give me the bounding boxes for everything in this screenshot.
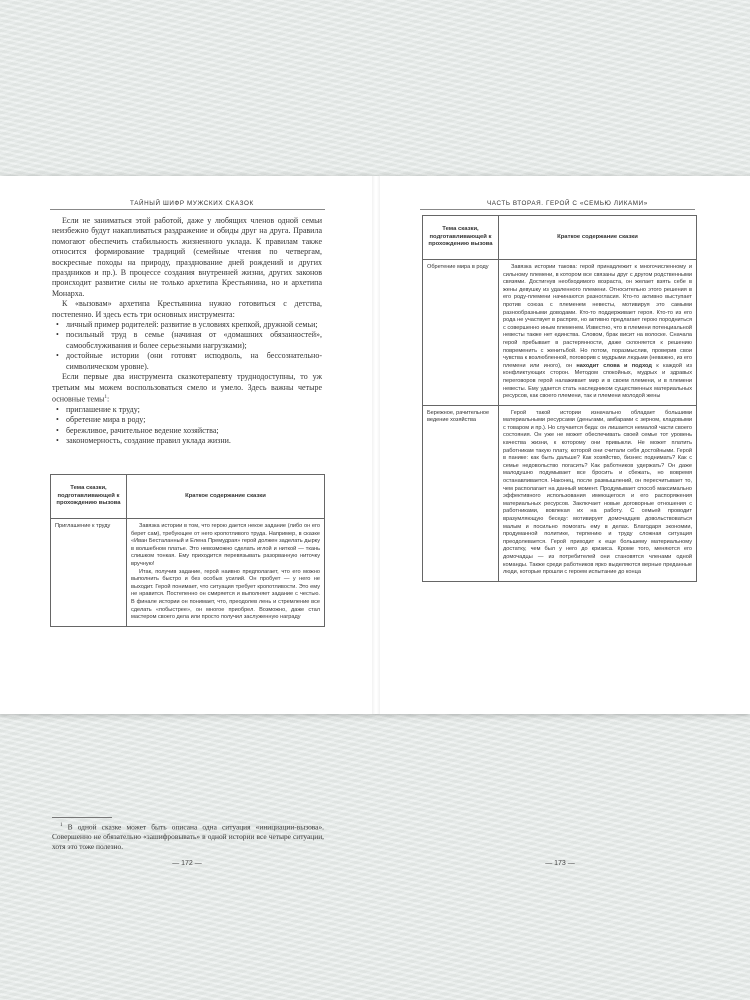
table-header-summary: Краткое содержание сказки [499,216,697,260]
paragraph: К «вызовам» архетипа Крестьянина нужно готовиться с детства, постепенно. И здесь есть три основных инструмента: [52,299,322,319]
list-item: • достойные истории (они готовят исподволь, на бессознательно-символическом уровне). [52,351,322,372]
header-rule-left [50,209,325,210]
header-rule-right [420,209,695,210]
cell-bold-text: находит слова и подход [576,362,652,369]
list-item: • личный пример родителей: развитие в условиях крепкой, дружной семьи; [52,320,322,330]
running-head-left: ТАЙНЫЙ ШИФР МУЖСКИХ СКАЗОК [130,200,254,207]
paragraph [52,372,322,405]
footnote [52,821,324,851]
paragraph-text-end: : [107,394,110,404]
table-cell-summary [499,260,697,406]
table-cell-theme: Обретение мира в роду [423,260,499,406]
table-header-theme: Тема сказки, подготавливающей к прохождению вызова [423,216,499,260]
cell-paragraph: Итак, получив задание, герой наивно предполагает, что его можно выполнить быстро и без особых усилий. Он пробует — у него не выходит. Герой понимает, что ситуация требует кропотливости. Это ему не нравится. Постепенно он смиряется и выполняет задание с честью. В финале истории он понимает, что, преодолев лень и стремление все сделать «побыстрее», он многое приобрел. Возможно, даже стал мастером своего дела или просто получил заслуженную награду [131,568,320,621]
list-item: • закономерность, создание правил уклада жизни. [52,436,322,446]
list-item: • обретение мира в роду; [52,415,322,425]
table-cell-summary [499,405,697,581]
footnote-rule [52,817,112,818]
page-number-left: — 172 — [172,860,202,867]
table-header-theme: Тема сказки, подготавливающей к прохождению вызова [51,475,127,519]
cell-text: Завязка истории такова: герой принадлежит к многочисленному и сильному племени, в котором все связаны друг с другом родственными связями. Достигнув необходимого возраста, он желает взять себе в жены девушку из удаленного племени. Относительно этого решения в его роду-племени начинаются разногласия. Кто-то активно выступает против союза с племенем невесты, мотивируя это самыми разнообразными доводами. Кто-то поддерживает героя. Кто-то из его рода не участвует в распрях, но активно предлагает герою породниться с совершенно иным племенем. Известно, что в племени потенциальной невесты также нет единства. Словом, брак висит на волоске. Сначала герой пребывает в растерянности, даже склоняется к решению повременить с женитьбой. Но потом, поразмыслив, проверив свои чувства к возлюбленной, поговорив с мудрыми людьми (неважно, из его племени или иного), он [503,264,692,369]
table-cell-theme: Бережное, рачительное ведение хозяйства [423,405,499,581]
cell-text-end: к каждой из конфликтующих сторон. Методом спокойных, мудрых и здравых переговоров герой налаживает мир и в своем племени, и в племени невесты. Ему удается стать наследником существенных материальных ресурсов, как своего племени, так и племени молодой жены [503,362,692,400]
table-cell-theme: Приглашение к труду [51,519,127,627]
list-item: • посильный труд в семье (начиная от «домашних обязанностей», самообслуживания и более серьезными нагрузками); [52,330,322,351]
table-header-row [51,475,325,519]
paragraph: Если не заниматься этой работой, даже у любящих членов одной семьи неизбежно будут накапливаться раздражение и обиды друг на друга. Правила помогают обеспечить стабильность жизненного уклада. К правилам также относится формирование традиций (семейные чтения по четвергам, воскресные походы на природу, празднование дней рождений и других праздников и пр.). В процессе создания внутренней жизни, других законов происходит развитие силы не только архетипа Крестьянина, но и архетипа Монарха. [52,216,322,298]
running-head-right: ЧАСТЬ ВТОРАЯ. ГЕРОЙ С «СЕМЬЮ ЛИКАМИ» [487,200,648,207]
cell-paragraph [503,264,692,401]
cell-paragraph: Завязка истории в том, что герою дается некое задание (либо он его берет сам), требующее от него кропотливого труда. Например, в сказке «Иван Бесталанный и Елена Премудрая» герой должен заделать дырку в волшебном платье. Это невозможно сделать иглой и ниткой — ткань слишком тонкая. Ему приходится перевязывать разорванную ниточку вручную! [131,523,320,567]
footnote-text: В одной сказке может быть описана одна ситуация «инициации-вызова». Совершенно не обязательно «зашифровывать» в одной истории все четыре ситуации, хотя это тоже полезно. [52,822,324,851]
cell-paragraph: Герой такой истории изначально обладает большими материальными ресурсами (деньгами, амбарами с зерном, кладовыми с товаром и пр.). Но случается беда: он лишается немалой части своего состояния. Он уже не может обеспечивать своей семье тот уровень качества жизни, к которому они привыкли. Не может платить работникам такую плату, которой они считали себя достойными. Герой в панике: как быть дальше? Как хозяйство, бизнес поднимать? Как с семье недовольство погасить? Как работников удержать? Он даже малодушно подумывает все бросить и сбежать, но вовремя останавливается. Наконец, после размышлений, он пересчитывает то, чем располагает на данный момент. Продумывает способ максимально эффективного использования имеющегося и его распоряжения материальных ресурсов. Заключает новые договорные отношения с работниками, вовлекая их на работу. С семьей проводит вразумляющую беседу: мотивирует домочадцев довольствоваться малым и посильно помогать ему в делах. Благодаря экономии, продуманной политике, терпению и труду сложная ситуация преодолевается. Герой приходит к еще большему материальному достатку, чем был у него до кризиса. Кроме того, меняются его домочадцы — из потребителей они становятся членами одной команды. Также среди работников ярко выделяются верные преданные люди, которые прошли с героем испытание до конца [503,409,692,576]
table-cell-summary [127,519,325,627]
theme-list [52,405,322,447]
table-row [51,519,325,627]
left-page [0,176,375,867]
tale-table-left [50,474,325,627]
paragraph-text: Если первые два инструмента сказкотерапевту труднодоступны, то уж третьим мы можем воспользоваться смело и умело. Здесь важны четыре основные темы [52,372,322,404]
instrument-list [52,320,322,372]
table-row [423,405,697,581]
page-number-right: — 173 — [545,860,575,867]
list-item: • бережливое, рачительное ведение хозяйства; [52,426,322,436]
book-spread [0,176,750,867]
footnote-number: 1 [60,823,63,828]
table-header-row [423,216,697,260]
table-header-summary: Краткое содержание сказки [127,475,325,519]
table-row [423,260,697,406]
list-item: • приглашение к труду; [52,405,322,415]
left-body-text [52,216,322,447]
tale-table-right [422,215,697,582]
right-page [375,176,750,867]
footnote-ref[interactable]: 1 [104,394,107,400]
